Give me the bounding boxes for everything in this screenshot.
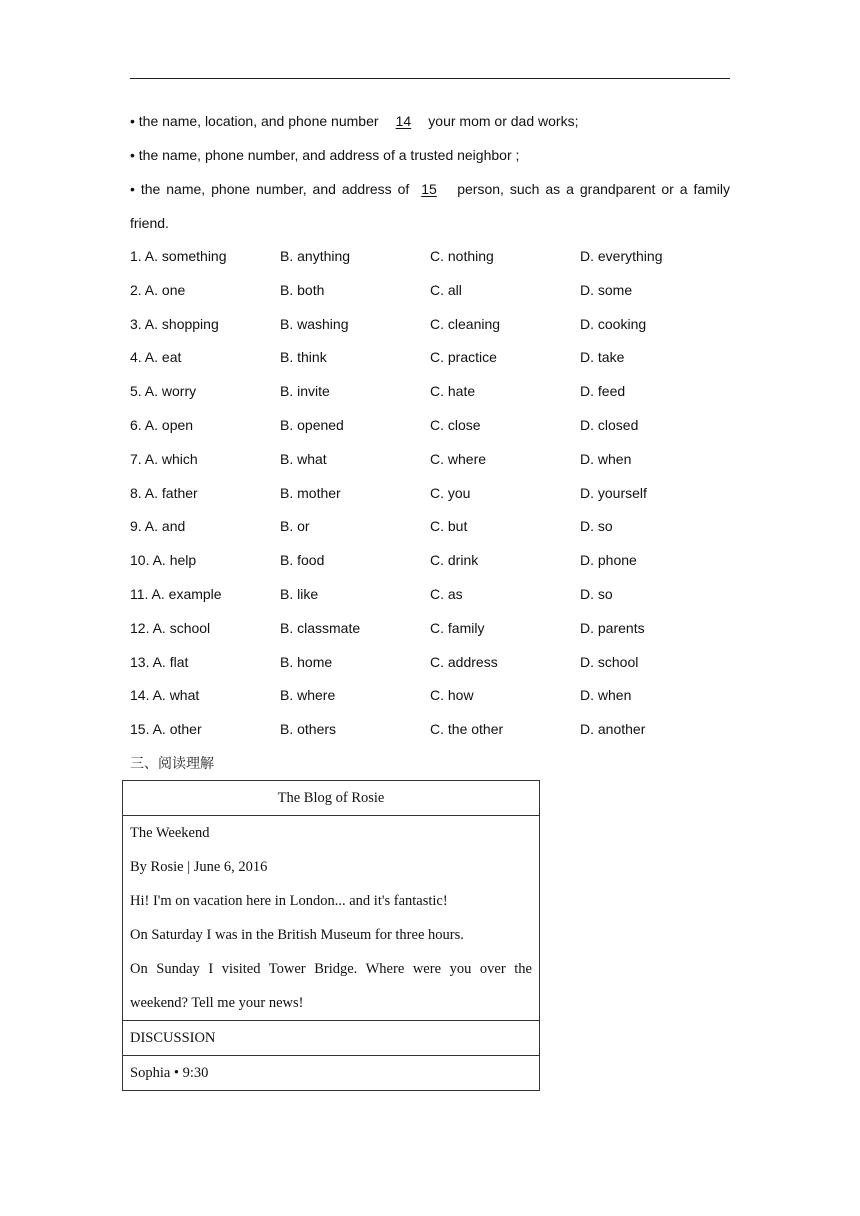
option-d: D. some (580, 281, 633, 298)
option-d: D. feed (580, 383, 626, 400)
question-row (130, 274, 730, 308)
post-paragraph: weekend? Tell me your news! (130, 995, 304, 1011)
option-c: C. where (430, 450, 487, 467)
option-b: B. home (280, 653, 333, 670)
question-row (130, 713, 730, 747)
question-row (130, 679, 730, 713)
option-d: D. parents (580, 619, 645, 636)
option-b: B. others (280, 721, 337, 738)
blog-table (122, 780, 540, 1091)
question-row (130, 341, 730, 375)
question-row (130, 443, 730, 477)
post-paragraph: On Sunday I visited Tower Bridge. Where were you over the (130, 961, 532, 977)
post-paragraph: Hi! I'm on vacation here in London... and it's fantastic! (130, 893, 448, 909)
passage-line-1 (130, 104, 730, 138)
question-row (130, 544, 730, 578)
option-d: D. so (580, 518, 613, 535)
option-a: 5. A. worry (130, 383, 197, 400)
option-c: C. as (430, 585, 463, 602)
option-c: C. cleaning (430, 315, 501, 332)
section-title: 三、阅读理解 (130, 756, 214, 772)
question-row (130, 578, 730, 612)
header-rule (130, 78, 730, 79)
option-d: D. everything (580, 248, 663, 264)
blog-post (123, 815, 539, 1020)
option-a: 9. A. and (130, 518, 186, 535)
question-row (130, 612, 730, 646)
question-row (130, 646, 730, 680)
passage-and-questions (130, 104, 730, 747)
passage-line-4: friend. (130, 215, 169, 231)
post-title: The Weekend (130, 825, 210, 841)
option-c: C. but (430, 518, 468, 535)
option-d: D. so (580, 585, 613, 602)
option-a: 14. A. what (130, 687, 200, 704)
option-b: B. like (280, 585, 319, 602)
option-b: B. opened (280, 416, 344, 433)
option-d: D. take (580, 349, 625, 366)
option-c: C. practice (430, 349, 497, 366)
blank-14: 14 (395, 113, 412, 129)
option-a: 15. A. other (130, 721, 202, 738)
option-c: C. all (430, 281, 462, 298)
option-a: 10. A. help (130, 552, 197, 569)
post-paragraph: On Saturday I was in the British Museum for three hours. (130, 927, 464, 943)
option-d: D. when (580, 687, 632, 704)
passage-text: • the name, phone number, and address of (130, 181, 410, 197)
option-b: B. what (280, 450, 327, 467)
passage-text: • the name, location, and phone number (130, 113, 379, 129)
option-b: B. where (280, 687, 336, 704)
option-c: C. the other (430, 721, 504, 738)
option-c: C. drink (430, 552, 479, 569)
option-a: 1. A. something (130, 248, 227, 264)
question-row (130, 240, 730, 274)
option-d: D. closed (580, 416, 639, 433)
discussion-heading: DISCUSSION (123, 1020, 539, 1055)
question-row (130, 477, 730, 511)
option-d: D. school (580, 653, 639, 670)
option-a: 8. A. father (130, 484, 198, 501)
passage-text: your mom or dad works; (428, 113, 579, 129)
question-list (130, 240, 730, 747)
question-row (130, 409, 730, 443)
option-b: B. anything (280, 248, 351, 264)
post-byline: By Rosie | June 6, 2016 (130, 859, 268, 875)
blank-15: 15 (421, 181, 437, 197)
option-c: C. how (430, 687, 474, 704)
option-b: B. think (280, 349, 327, 366)
option-c: C. hate (430, 383, 476, 400)
option-b: B. mother (280, 484, 341, 501)
option-a: 2. A. one (130, 281, 186, 298)
passage-line-3 (130, 172, 730, 206)
option-a: 13. A. flat (130, 653, 189, 670)
option-d: D. another (580, 721, 646, 738)
option-c: C. nothing (430, 248, 494, 264)
question-row (130, 375, 730, 409)
option-b: B. washing (280, 315, 349, 332)
question-row (130, 510, 730, 544)
option-a: 3. A. shopping (130, 315, 219, 332)
option-d: D. when (580, 450, 632, 467)
option-d: D. cooking (580, 315, 647, 332)
option-b: B. invite (280, 383, 330, 400)
option-c: C. address (430, 653, 498, 670)
option-d: D. yourself (580, 484, 647, 501)
comment-author: Sophia • 9:30 (123, 1055, 539, 1090)
option-b: B. classmate (280, 619, 361, 636)
option-a: 6. A. open (130, 416, 194, 433)
option-c: C. close (430, 416, 481, 433)
option-b: B. both (280, 281, 325, 298)
option-c: C. family (430, 619, 485, 636)
option-c: C. you (430, 484, 471, 501)
blog-title: The Blog of Rosie (277, 790, 385, 806)
option-a: 7. A. which (130, 450, 198, 467)
passage-text: person, such as a grandparent or a family (457, 181, 731, 197)
option-a: 12. A. school (130, 619, 211, 636)
option-b: B. food (280, 552, 325, 569)
option-d: D. phone (580, 552, 637, 569)
question-row (130, 308, 730, 342)
passage-line-2: • the name, phone number, and address of a trusted neighbor ; (130, 147, 520, 163)
option-b: B. or (280, 518, 310, 535)
option-a: 11. A. example (130, 585, 222, 602)
option-a: 4. A. eat (130, 349, 182, 366)
